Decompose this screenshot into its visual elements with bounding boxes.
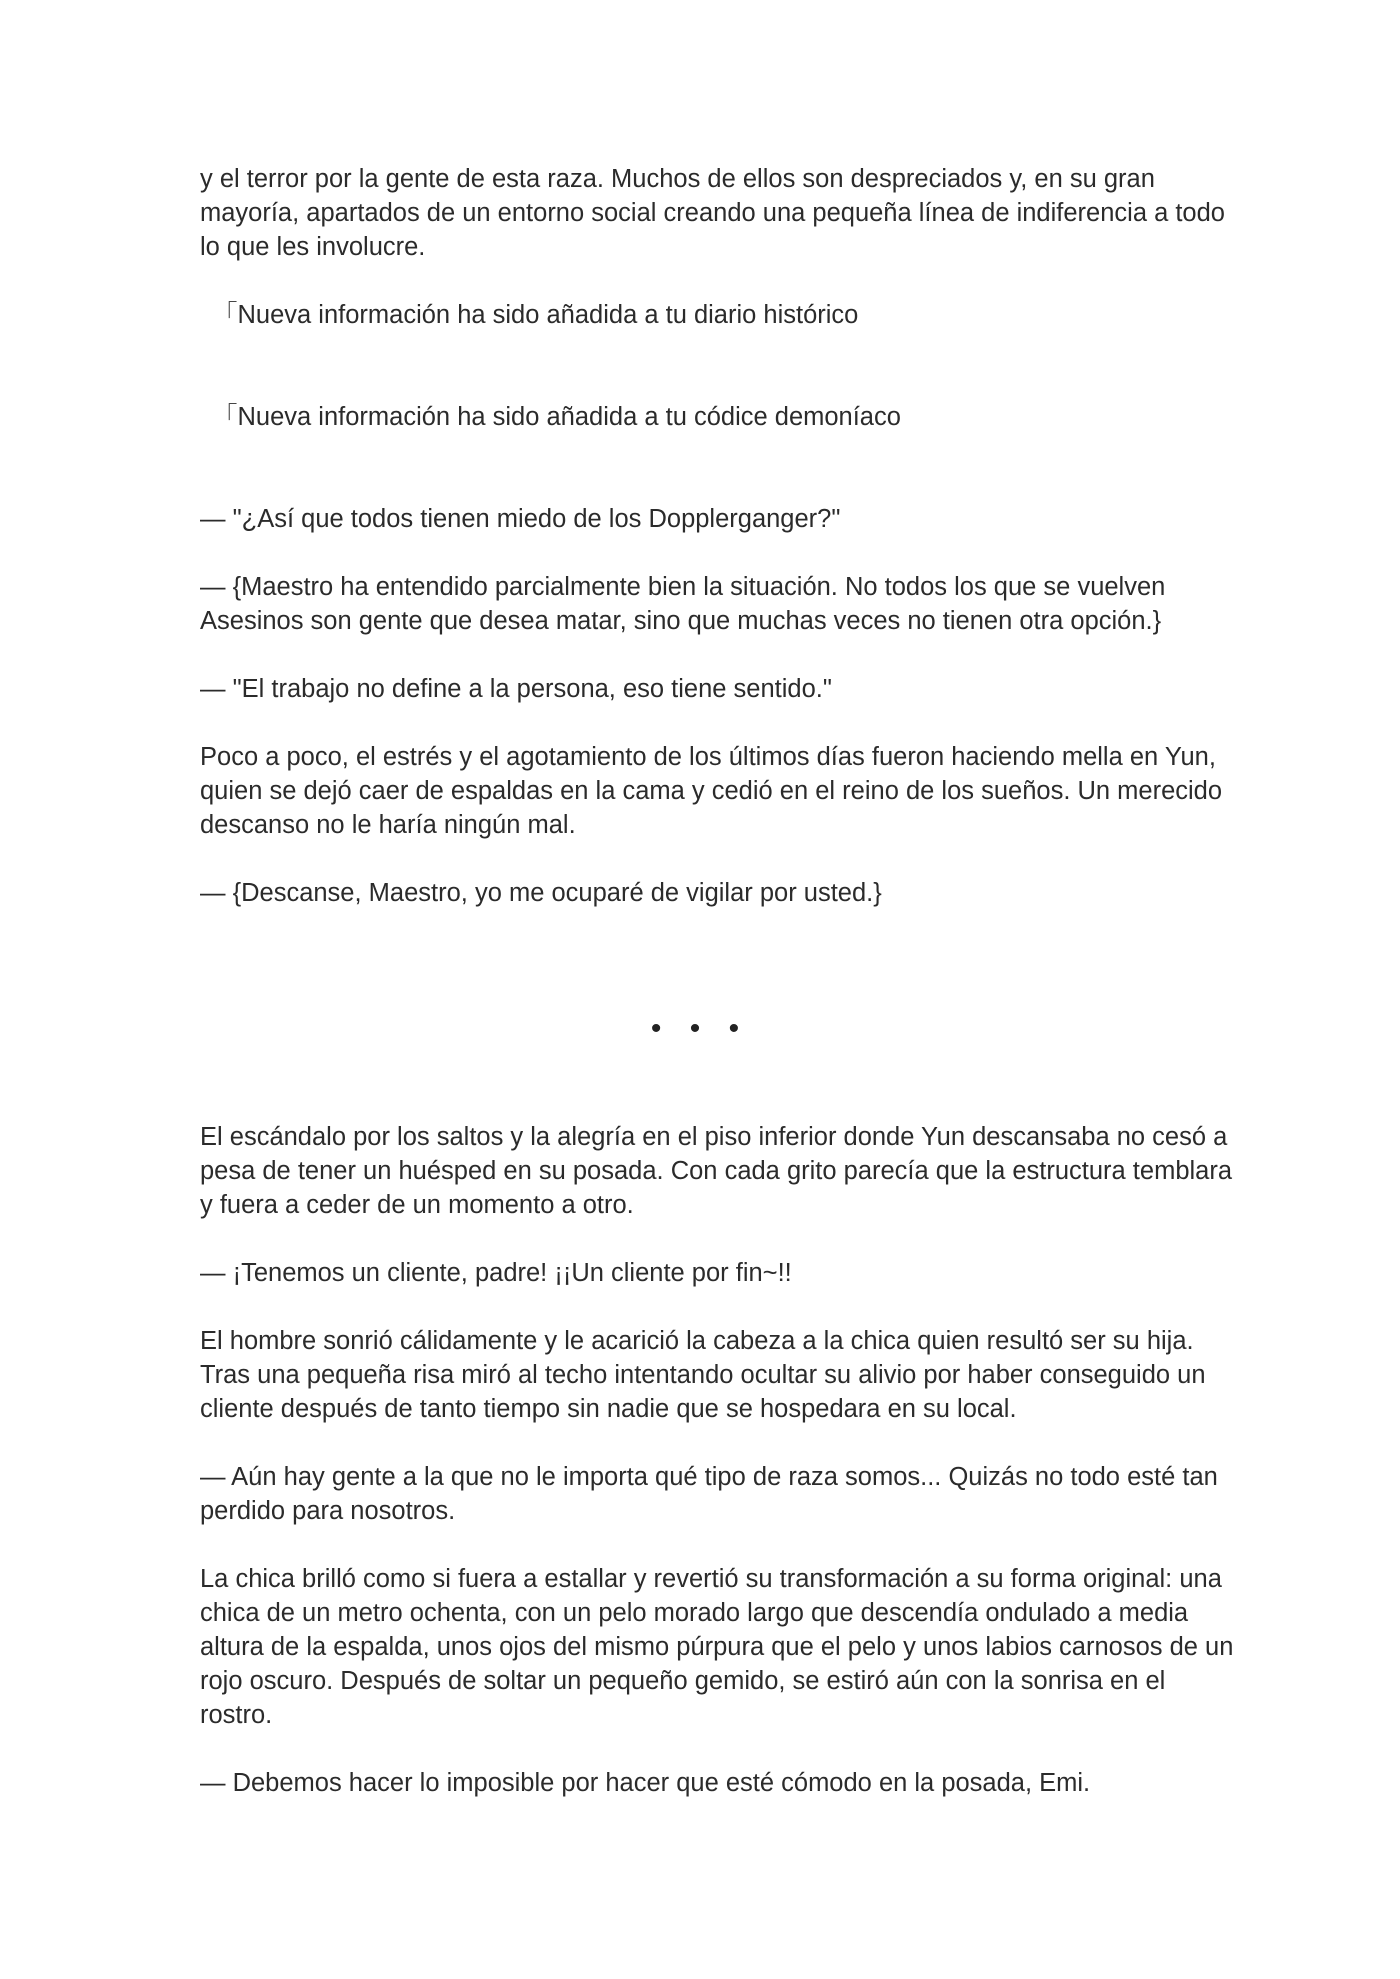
paragraph-narration: El escándalo por los saltos y la alegría en el piso inferior donde Yun descansaba no cesó a pesa de tener un huésped en su posada. Con cada grito parecía que la estructura temblara y fuera a ceder de un momento a otro.: [200, 1123, 1233, 1219]
paragraph-narration: Poco a poco, el estrés y el agotamiento de los últimos días fueron haciendo mella en Yun, quien se dejó caer de espaldas en la cama y cedió en el reino de los sueños. Un merecido descanso no le haría ningún mal.: [200, 743, 1223, 839]
paragraph-narration: La chica brilló como si fuera a estallar y revertió su transformación a su forma original: una chica de un metro ochenta, con un pelo morado largo que descendía ondulado a media altura de la espalda, unos ojos del mismo púrpura que el pelo y unos labios carnosos de un rojo oscuro. Después de soltar un pequeño gemido, se estiró aún con la sonrisa en el rostro.: [200, 1565, 1234, 1729]
dialogue-line: — Aún hay gente a la que no le importa qué tipo de raza somos... Quizás no todo esté tan perdido para nosotros.: [200, 1463, 1218, 1525]
dialogue-line: — ¡Tenemos un cliente, padre! ¡¡Un cliente por fin~!!: [200, 1259, 792, 1287]
dialogue-line: — {Descanse, Maestro, yo me ocuparé de vigilar por usted.}: [200, 879, 882, 907]
notice-history-diary: 「Nueva información ha sido añadida a tu diario histórico: [212, 301, 859, 329]
dialogue-line: — Debemos hacer lo imposible por hacer que esté cómodo en la posada, Emi.: [200, 1769, 1091, 1797]
document-body: [200, 162, 1240, 910]
dialogue-line: — {Maestro ha entendido parcialmente bien la situación. No todos los que se vuelven Asesinos son gente que desea matar, sino que muchas veces no tienen otra opción.}: [200, 573, 1166, 635]
notice-demon-codex: 「Nueva información ha sido añadida a tu códice demoníaco: [212, 403, 901, 431]
dialogue-line: — "El trabajo no define a la persona, eso tiene sentido.": [200, 675, 832, 703]
paragraph-intro: y el terror por la gente de esta raza. Muchos de ellos son despreciados y, en su gran mayoría, apartados de un entorno social creando una pequeña línea de indiferencia a todo lo que les involucre.: [200, 165, 1225, 261]
dialogue-line: — "¿Así que todos tienen miedo de los Dopplerganger?": [200, 505, 841, 533]
scene-separator: • • •: [650, 1012, 750, 1045]
paragraph-narration: El hombre sonrió cálidamente y le acarició la cabeza a la chica quien resultó ser su hija. Tras una pequeña risa miró al techo intentando ocultar su alivio por haber conseguido un cliente después de tanto tiempo sin nadie que se hospedara en su local.: [200, 1327, 1206, 1423]
document-body-second: [200, 1120, 1240, 1800]
